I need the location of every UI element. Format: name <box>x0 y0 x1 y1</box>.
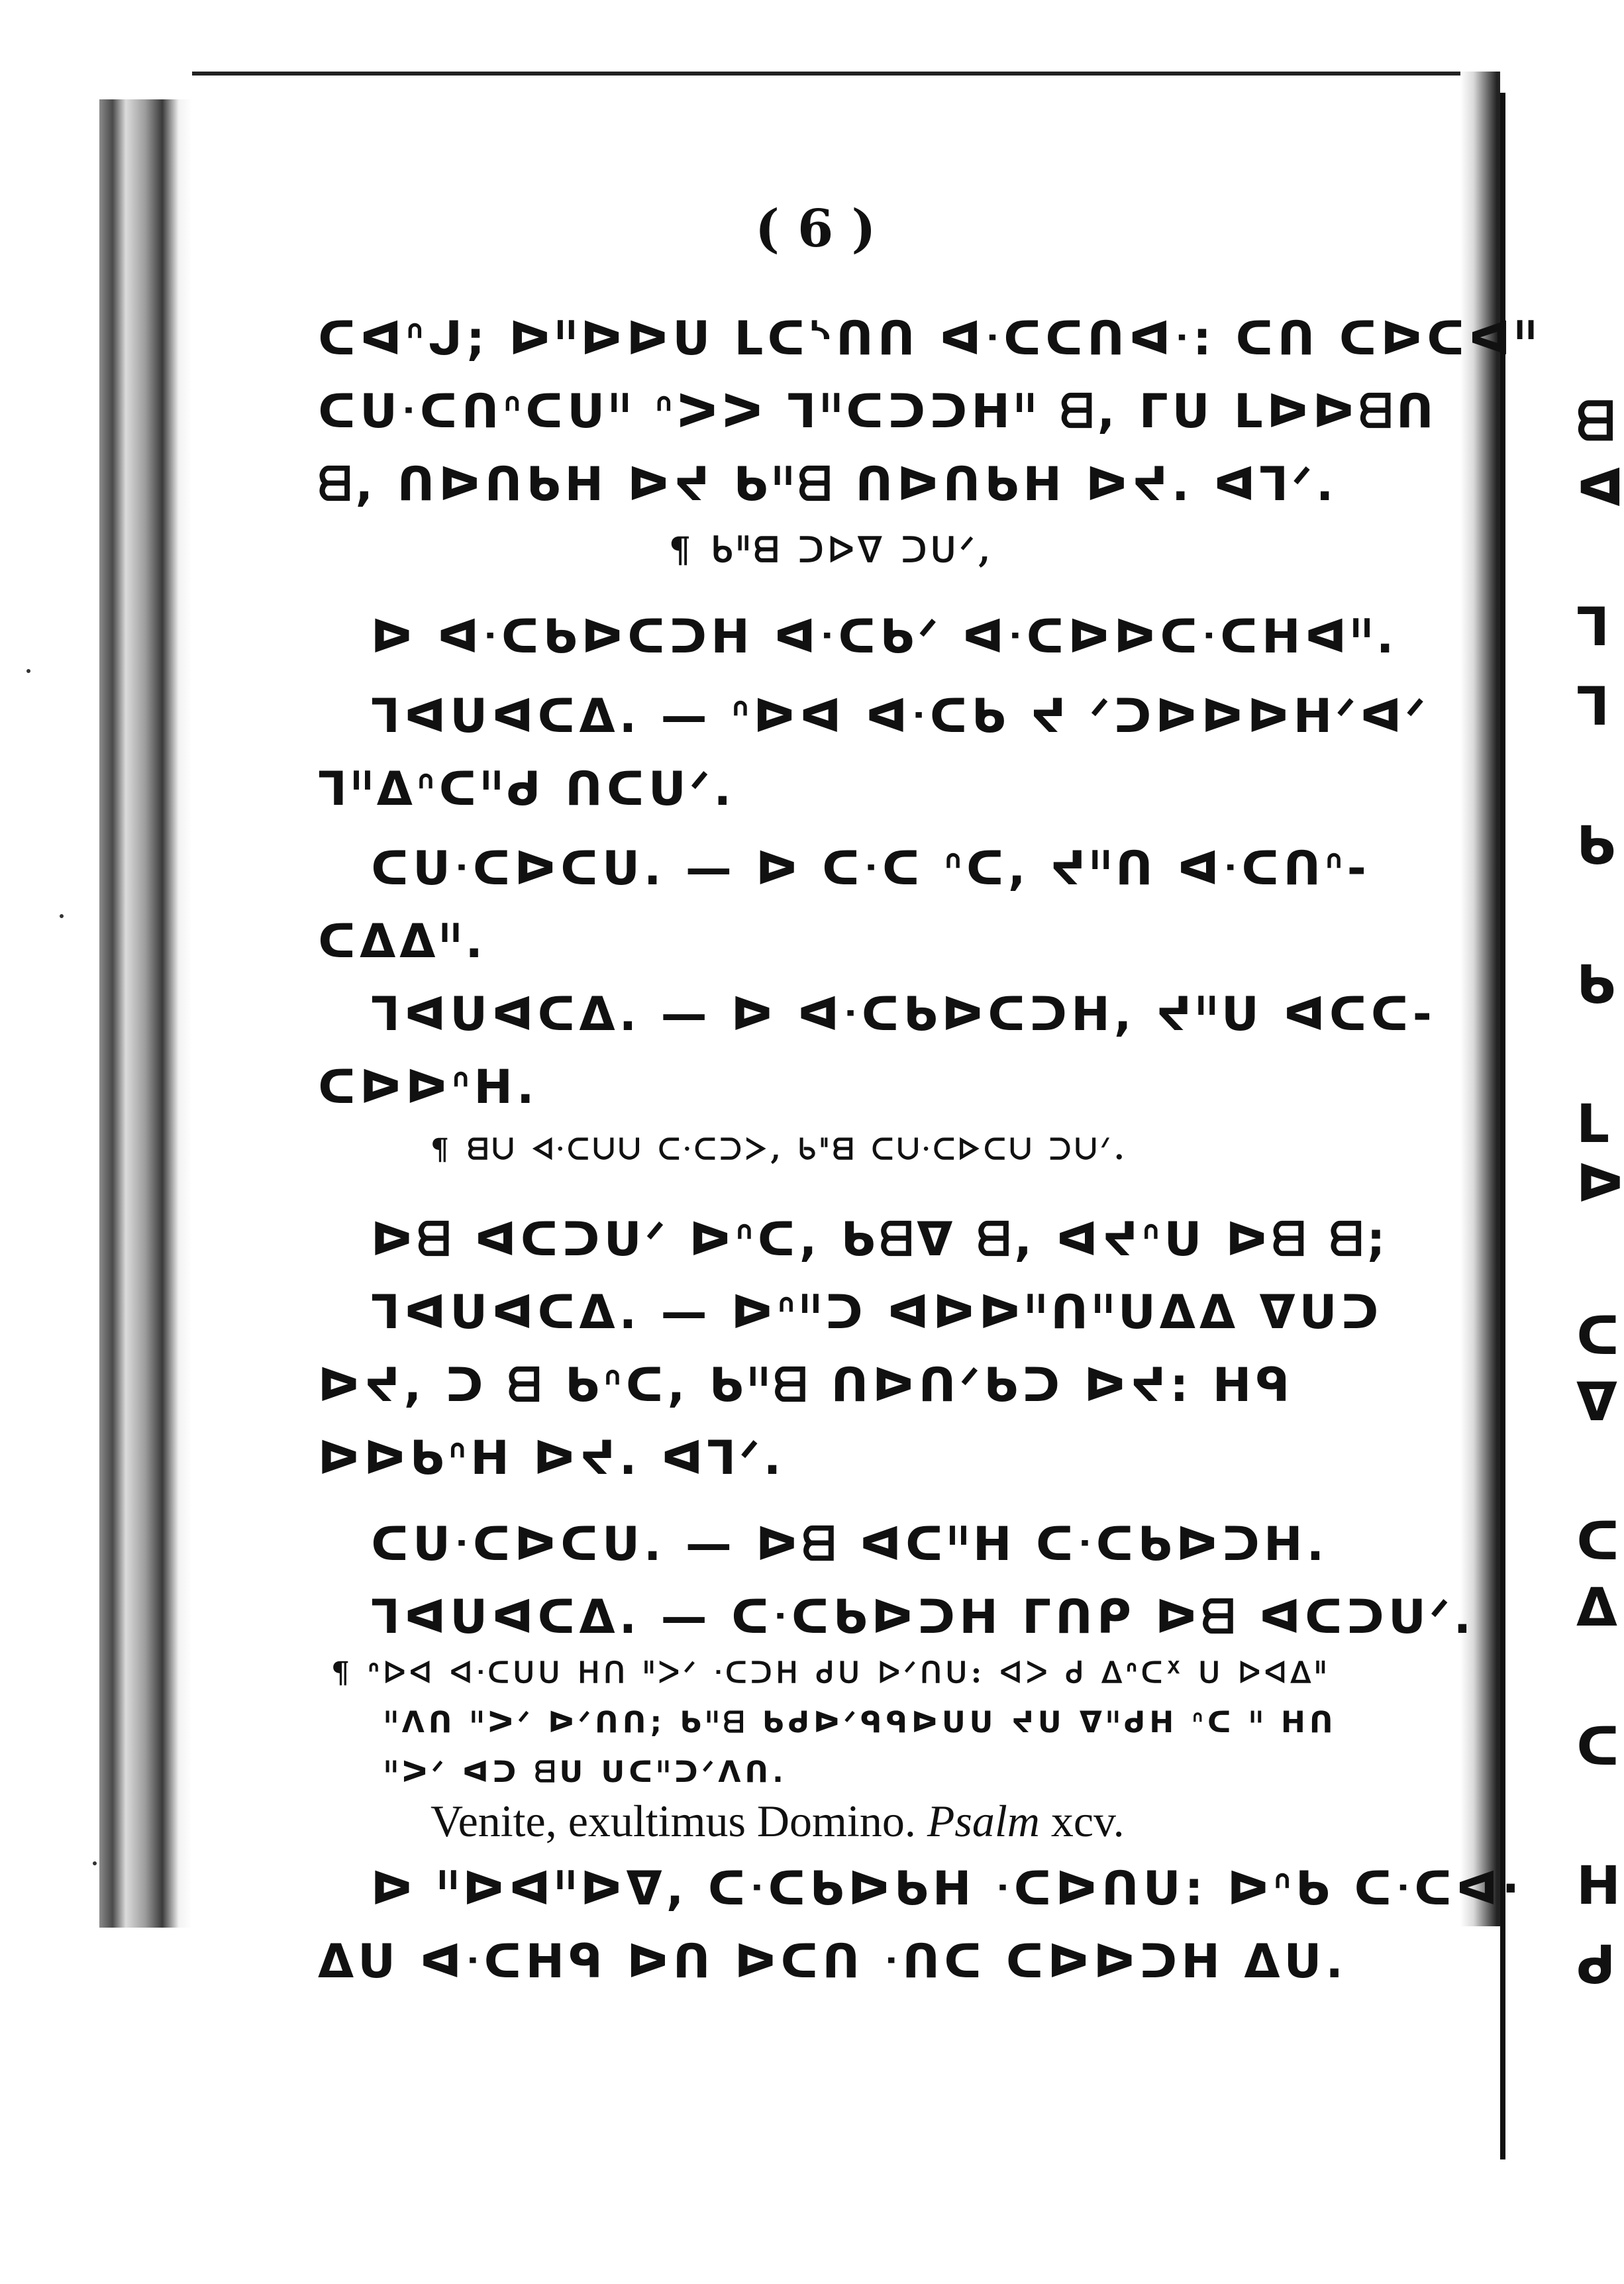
rubric-line: ¶ ᐢᐅᐊ ᐊᐧᑕᑌᑌ ᕼᑎ ᐦᐳᐟ ᐧᑕᑐᕼ ᑯᑌ ᐅᐟᑎᑌ: ᐊᐳ ᑯ ᐃᐢᑕᕽ ᑌ ᐅᐊᐃᐦ <box>331 1656 1330 1690</box>
text-line: ᒣᐦᐃᐢᑕᐦᑯ ᑎᑕᑌᐟ. <box>318 762 736 816</box>
facing-page-glyph: ᑲ <box>1576 954 1616 1015</box>
text-line: ᗺ, ᑎᐅᑎᑲᕼ ᐅᔪ ᑲᐦᗺ ᑎᐅᑎᑲᕼ ᐅᔪ. ᐊᒣᐟ. <box>318 457 1338 511</box>
rubric-line: ¶ ᑲᐦᗺ ᑐᐅᐁ ᑐᑌᐟ, <box>669 530 995 570</box>
text-line: ᐅ ᐦᐅᐊᐦᐅᐁ, ᑕᐧᑕᑲᐅᑲᕼ ᐧᑕᐅᑎᑌ: ᐅᐢᑲ ᑕᐧᑕᐊ· <box>371 1861 1524 1916</box>
text-line: ᒣᐊᑌᐊᑕᐃ. — ᐅᐢᐦᑐ ᐊᐅᐅᐦᑎᐦᑌᐃᐃ ᐁᑌᑐ <box>371 1285 1383 1339</box>
psalm-heading-italic: Psalm <box>927 1796 1040 1846</box>
psalm-heading-title: Venite, exultimus Domino. <box>431 1796 916 1846</box>
text-line: ᐃᑌ ᐊᐧᑕᕼᑫ ᐅᑎ ᐅᑕᑎ ᐧᑎᑕ ᑕᐅᐅᑐᕼ ᐃᑌ. <box>318 1934 1347 1989</box>
text-line: ᒣᐊᑌᐊᑕᐃ. — ᑕᐧᑕᑲᐅᑐᕼ ᒥᑎᑭ ᐅᗺ ᐊᑕᑐᑌᐟ. <box>371 1590 1476 1644</box>
scan-speck <box>60 914 64 918</box>
facing-page-glyph: ᗺ <box>1576 391 1615 452</box>
text-line: ᐅᐅᑲᐢᕼ ᐅᔪ. ᐊᒣᐟ. <box>318 1431 786 1485</box>
facing-page-glyph: ᐁ <box>1576 1371 1617 1433</box>
text-line: ᐦᐱᑎ ᐦᐳᐟ ᐅᐟᑎᑎ; ᑲᐦᗺ ᑲᑯᐅᐟᑫᑫᐅᑌᑌ ᔪᑌ ᐁᐦᑯᕼ ᐢᑕ ᐦ ᕼᑎ <box>384 1706 1337 1739</box>
page-number: ( 6 ) <box>755 199 876 259</box>
book-spine <box>99 99 192 1928</box>
psalm-heading <box>431 1795 1125 1847</box>
facing-page-glyph: ᑲ <box>1576 815 1616 876</box>
facing-page-glyph: ᑯ <box>1576 1934 1616 1996</box>
text-line: ᐅ ᐊᐧᑕᑲᐅᑕᑐᕼ ᐊᐧᑕᑲᐟ ᐊᐧᑕᐅᐅᑕᐧᑕᕼᐊᐦ. <box>371 609 1398 664</box>
scan-margin-left <box>0 0 99 2284</box>
facing-page-glyph: ᑕ <box>1576 1510 1620 1572</box>
facing-page-glyph: ᒪ <box>1576 1093 1610 1155</box>
text-line: ᒣᐊᑌᐊᑕᐃ. — ᐅ ᐊᐧᑕᑲᐅᑕᑐᕼ, ᔪᐦᑌ ᐊᑕᑕ- <box>371 987 1436 1041</box>
scan-speck <box>93 1861 97 1865</box>
facing-page-glyph: ᐅ <box>1576 1153 1624 1214</box>
facing-page-glyph: ᐃ <box>1576 1577 1617 1638</box>
facing-page-glyph: ᐊ <box>1576 457 1624 519</box>
facing-page-glyph: ᑕ <box>1576 1716 1620 1777</box>
scan-speck <box>26 669 30 673</box>
facing-page-glyph: ᑕ <box>1576 1305 1620 1367</box>
text-line: ᑕᐃᐃᐦ. <box>318 914 487 968</box>
text-line: ᑕᑌᐧᑕᐅᑕᑌ. — ᐅᗺ ᐊᑕᐦᕼ ᑕᐧᑕᑲᐅᑐᕼ. <box>371 1517 1329 1571</box>
text-line: ᐅᗺ ᐊᑕᑐᑌᐟ ᐅᐢᑕ, ᑲᗺᐁ ᗺ, ᐊᔪᐢᑌ ᐅᗺ ᗺ; <box>371 1212 1390 1267</box>
text-line: ᒣᐊᑌᐊᑕᐃ. — ᐢᐅᐊ ᐊᐧᑕᑲ ᔪ ᐟᑐᐅᐅᐅᕼᐟᐊᐟ <box>371 689 1429 743</box>
text-line: ᐦᐳᐟ ᐊᑐ ᗺᑌ ᑌᑕᐦᑐᐟᐱᑎ. <box>384 1755 787 1789</box>
text-line: ᑕᑌᐧᑕᑎᐢᑕᑌᐦ ᐢᐳᐳ ᒣᐦᑕᑐᑐᕼᐦ ᗺ, ᒥᑌ ᒪᐅᐅᗺᑎ <box>318 384 1438 439</box>
text-line: ᑕᐅᐅᐢᕼ. <box>318 1060 538 1114</box>
psalm-heading-number: xcv. <box>1050 1796 1125 1846</box>
text-line: ᐅᔪ, ᑐ ᗺ ᑲᐢᑕ, ᑲᐦᗺ ᑎᐅᑎᐟᑲᑐ ᐅᔪ: ᕼᑫ <box>318 1358 1294 1412</box>
text-line: ᑕᐊᐢᒍ; ᐅᐦᐅᐅᑌ ᒪᑕᔅᑎᑎ ᐊᐧᑕᑕᑎᐊᐧ: ᑕᑎ ᑕᐅᑕᐊᐦ <box>318 311 1541 366</box>
facing-page-glyph: ᒣ <box>1576 676 1610 737</box>
facing-page-glyph: ᕼ <box>1576 1855 1621 1916</box>
text-line: ᑕᑌᐧᑕᐅᑕᑌ. — ᐅ ᑕᐧᑕ ᐢᑕ, ᔪᐦᑎ ᐊᐧᑕᑎᐢ- <box>371 841 1370 896</box>
facing-page-glyph: ᒣ <box>1576 596 1610 658</box>
rubric-line: ¶ ᗺᑌ ᐊᐧᑕᑌᑌ ᑕᐧᑕᑐᐳ, ᑲᐦᗺ ᑕᑌᐧᑕᐅᑕᑌ ᑐᑌᐟ. <box>431 1133 1129 1167</box>
